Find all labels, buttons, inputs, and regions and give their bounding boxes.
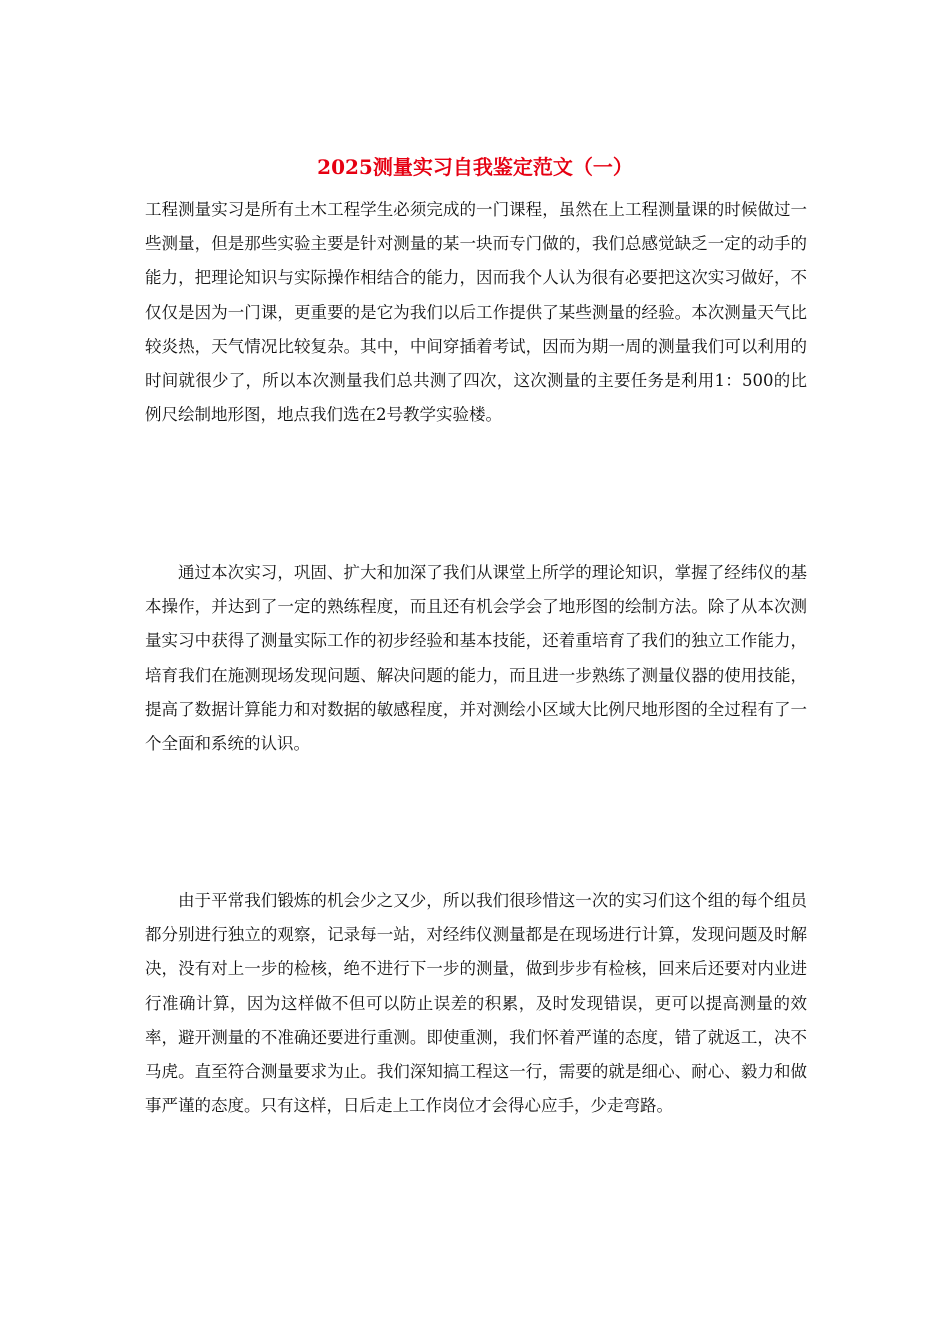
paragraph-1: 工程测量实习是所有土木工程学生必须完成的一门课程，虽然在上工程测量课的时候做过一些测量，但是那些实验主要是针对测量的某一块而专门做的，我们总感觉缺乏一定的动手的能力，把理论知识与实际操作相结合的能力，因而我个人认为很有必要把这次实习做好，不仅仅是因为一门课，更重要的是它为我们以后工作提供了某些测量的经验。本次测量天气比较炎热，天气情况比较复杂。其中，中间穿插着考试，因而为期一周的测量我们可以利用的时间就很少了，所以本次测量我们总共测了四次，这次测量的主要任务是利用1：500的比例尺绘制地形图，地点我们选在2号教学实验楼。: [145, 200, 807, 425]
paragraph-3: 由于平常我们锻炼的机会少之又少，所以我们很珍惜这一次的实习们这个组的每个组员都分别进行独立的观察，记录每一站，对经纬仪测量都是在现场进行计算，发现问题及时解决，没有对上一步的检核，绝不进行下一步的测量，做到步步有检核，回来后还要对内业进行准确计算，因为这样做不但可以防止误差的积累，及时发现错误，更可以提高测量的效率，避开测量的不准确还要进行重测。即使重测，我们怀着严谨的态度，错了就返工，决不马虎。直至符合测量要求为止。我们深知搞工程这一行，需要的就是细心、耐心、毅力和做事严谨的态度。只有这样，日后走上工作岗位才会得心应手，少走弯路。: [145, 891, 807, 1116]
document-title: 2025测量实习自我鉴定范文（一）: [317, 155, 633, 179]
paragraph-2: 通过本次实习，巩固、扩大和加深了我们从课堂上所学的理论知识，掌握了经纬仪的基本操作，并达到了一定的熟练程度，而且还有机会学会了地形图的绘制方法。除了从本次测量实习中获得了测量实际工作的初步经验和基本技能，还着重培育了我们的独立工作能力，培育我们在施测现场发现问题、解决问题的能力，而且进一步熟练了测量仪器的使用技能，提高了数据计算能力和对数据的敏感程度，并对测绘小区域大比例尺地形图的全过程有了一个全面和系统的认识。: [145, 563, 807, 754]
